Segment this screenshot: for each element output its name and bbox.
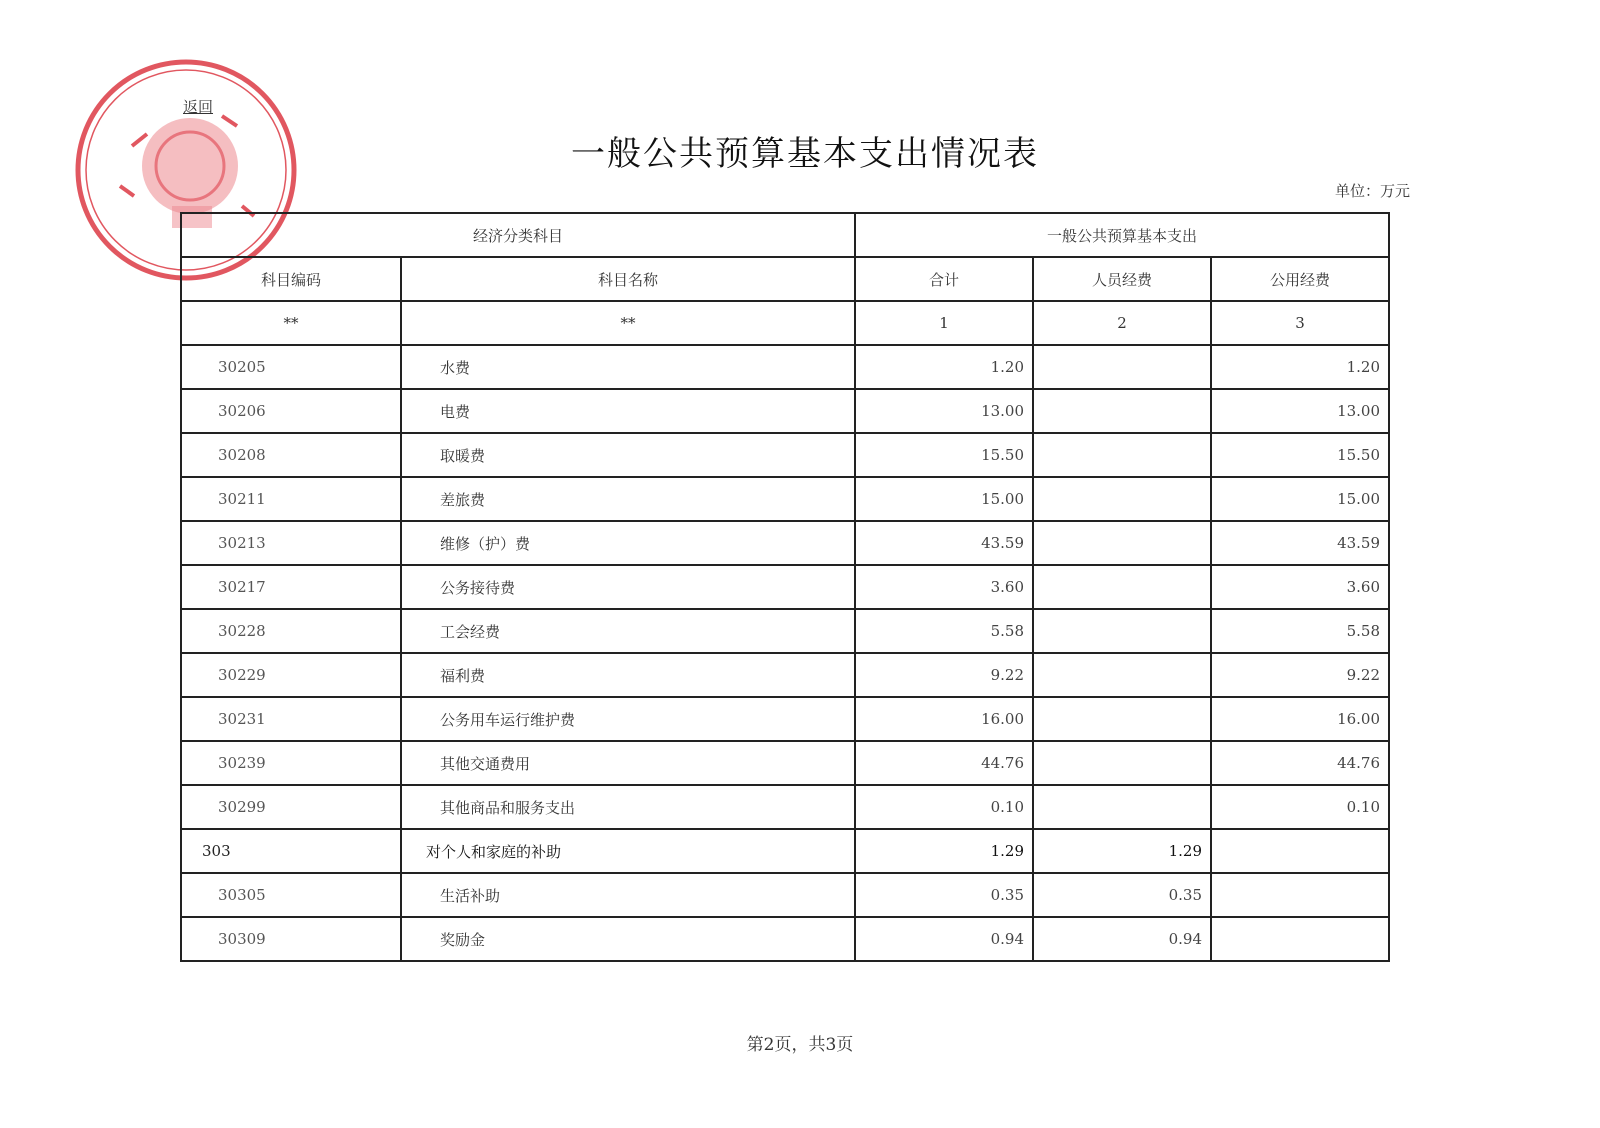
cell-code: 30213 bbox=[181, 521, 401, 565]
table-row bbox=[181, 697, 1389, 741]
table-row bbox=[181, 345, 1389, 389]
page-title: 一般公共预算基本支出情况表 bbox=[571, 134, 1039, 174]
table-row bbox=[181, 521, 1389, 565]
cell-code: 30228 bbox=[181, 609, 401, 653]
cell-name: 福利费 bbox=[401, 653, 855, 697]
cell-total: 0.35 bbox=[855, 873, 1033, 917]
table-row bbox=[181, 477, 1389, 521]
cell-name: 水费 bbox=[401, 345, 855, 389]
cell-total: 5.58 bbox=[855, 609, 1033, 653]
cell-name: 电费 bbox=[401, 389, 855, 433]
index-public: 3 bbox=[1211, 301, 1389, 345]
cell-name: 工会经费 bbox=[401, 609, 855, 653]
cell-public: 16.00 bbox=[1211, 697, 1389, 741]
econ-group-header: 经济分类科目 bbox=[181, 213, 855, 257]
cell-total: 1.29 bbox=[855, 829, 1033, 873]
cell-public bbox=[1211, 917, 1389, 961]
cell-name: 差旅费 bbox=[401, 477, 855, 521]
cell-public: 15.00 bbox=[1211, 477, 1389, 521]
cell-total: 13.00 bbox=[855, 389, 1033, 433]
cell-code: 30205 bbox=[181, 345, 401, 389]
cell-public: 44.76 bbox=[1211, 741, 1389, 785]
cell-name: 维修（护）费 bbox=[401, 521, 855, 565]
cell-personnel bbox=[1033, 521, 1211, 565]
cell-total: 15.50 bbox=[855, 433, 1033, 477]
unit-label: 单位：万元 bbox=[1334, 182, 1410, 200]
cell-code: 303 bbox=[181, 829, 401, 873]
cell-public: 9.22 bbox=[1211, 653, 1389, 697]
cell-name: 公务接待费 bbox=[401, 565, 855, 609]
cell-total: 9.22 bbox=[855, 653, 1033, 697]
cell-public: 13.00 bbox=[1211, 389, 1389, 433]
cell-code: 30217 bbox=[181, 565, 401, 609]
cell-personnel bbox=[1033, 477, 1211, 521]
table-row bbox=[181, 433, 1389, 477]
cell-name: 公务用车运行维护费 bbox=[401, 697, 855, 741]
cell-personnel bbox=[1033, 389, 1211, 433]
index-row bbox=[181, 301, 1389, 345]
cell-personnel bbox=[1033, 345, 1211, 389]
col-header-personnel: 人员经费 bbox=[1033, 257, 1211, 301]
cell-personnel bbox=[1033, 741, 1211, 785]
col-header-public: 公用经费 bbox=[1211, 257, 1389, 301]
table-body bbox=[181, 345, 1389, 961]
cell-personnel bbox=[1033, 785, 1211, 829]
index-total: 1 bbox=[855, 301, 1033, 345]
page-footer: 第2页，共3页 bbox=[746, 1035, 854, 1055]
cell-name: 取暖费 bbox=[401, 433, 855, 477]
table-row bbox=[181, 389, 1389, 433]
cell-personnel bbox=[1033, 609, 1211, 653]
table-row bbox=[181, 829, 1389, 873]
table-row bbox=[181, 741, 1389, 785]
cell-public: 43.59 bbox=[1211, 521, 1389, 565]
table-row bbox=[181, 785, 1389, 829]
cell-total: 0.94 bbox=[855, 917, 1033, 961]
cell-name: 其他交通费用 bbox=[401, 741, 855, 785]
cell-code: 30239 bbox=[181, 741, 401, 785]
cell-public bbox=[1211, 873, 1389, 917]
col-header-name: 科目名称 bbox=[401, 257, 855, 301]
cell-total: 1.20 bbox=[855, 345, 1033, 389]
cell-total: 15.00 bbox=[855, 477, 1033, 521]
index-personnel: 2 bbox=[1033, 301, 1211, 345]
cell-code: 30206 bbox=[181, 389, 401, 433]
group-header-row bbox=[181, 213, 1389, 257]
back-link[interactable]: 返回 bbox=[183, 98, 214, 116]
cell-total: 43.59 bbox=[855, 521, 1033, 565]
cell-code: 30211 bbox=[181, 477, 401, 521]
cell-code: 30305 bbox=[181, 873, 401, 917]
table-row bbox=[181, 609, 1389, 653]
cell-personnel bbox=[1033, 697, 1211, 741]
cell-personnel bbox=[1033, 653, 1211, 697]
cell-personnel bbox=[1033, 565, 1211, 609]
column-header-row bbox=[181, 257, 1389, 301]
cell-personnel: 1.29 bbox=[1033, 829, 1211, 873]
cell-total: 44.76 bbox=[855, 741, 1033, 785]
table-row bbox=[181, 565, 1389, 609]
cell-public: 15.50 bbox=[1211, 433, 1389, 477]
table-row bbox=[181, 653, 1389, 697]
cell-personnel: 0.94 bbox=[1033, 917, 1211, 961]
cell-name: 其他商品和服务支出 bbox=[401, 785, 855, 829]
cell-total: 0.10 bbox=[855, 785, 1033, 829]
cell-code: 30208 bbox=[181, 433, 401, 477]
cell-personnel: 0.35 bbox=[1033, 873, 1211, 917]
cell-name: 对个人和家庭的补助 bbox=[401, 829, 855, 873]
cell-code: 30229 bbox=[181, 653, 401, 697]
cell-name: 奖励金 bbox=[401, 917, 855, 961]
cell-code: 30309 bbox=[181, 917, 401, 961]
cell-public: 3.60 bbox=[1211, 565, 1389, 609]
cell-public bbox=[1211, 829, 1389, 873]
cell-personnel bbox=[1033, 433, 1211, 477]
cell-total: 3.60 bbox=[855, 565, 1033, 609]
cell-name: 生活补助 bbox=[401, 873, 855, 917]
table-row bbox=[181, 873, 1389, 917]
cell-public: 1.20 bbox=[1211, 345, 1389, 389]
budget-table bbox=[180, 212, 1390, 962]
cell-code: 30231 bbox=[181, 697, 401, 741]
budget-group-header: 一般公共预算基本支出 bbox=[855, 213, 1389, 257]
index-code: ** bbox=[181, 301, 401, 345]
table-row bbox=[181, 917, 1389, 961]
cell-public: 0.10 bbox=[1211, 785, 1389, 829]
cell-code: 30299 bbox=[181, 785, 401, 829]
index-name: ** bbox=[401, 301, 855, 345]
col-header-code: 科目编码 bbox=[181, 257, 401, 301]
cell-total: 16.00 bbox=[855, 697, 1033, 741]
col-header-total: 合计 bbox=[855, 257, 1033, 301]
cell-public: 5.58 bbox=[1211, 609, 1389, 653]
